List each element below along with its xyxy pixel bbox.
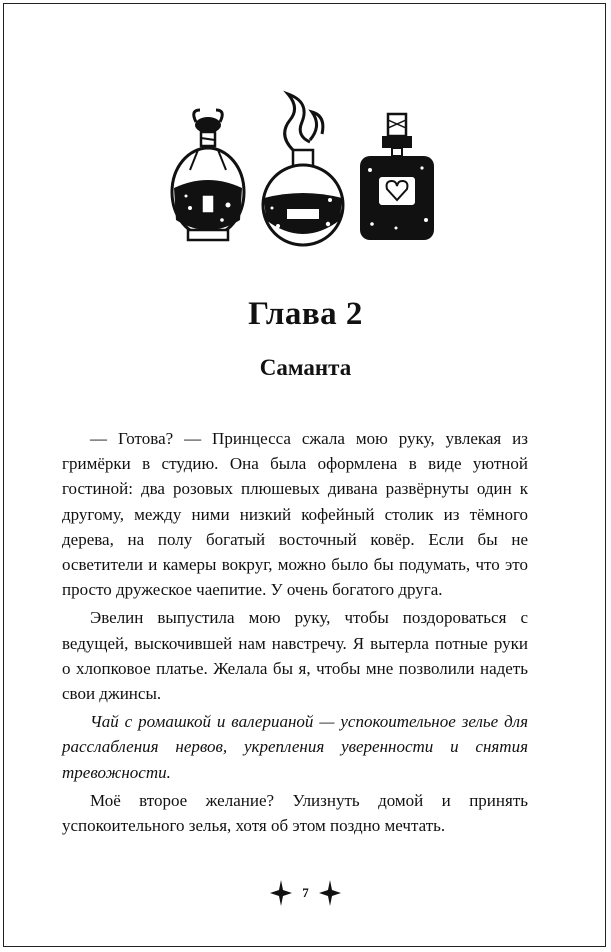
chapter-body [62,426,528,841]
chapter-title: Глава 2 [248,296,363,332]
paragraph: Эвелин выпустила мою руку, чтобы поздороваться с ведущей, выскочившей нам навстречу. Я вытерла потные руки о хлопковое платье. Желала бы я, чтобы мне позволили надеть свои джинсы. [62,608,528,704]
sparkle-star-icon [319,880,341,906]
potion-flask-smoke-icon [263,94,343,245]
potion-bottle-round-icon [172,110,244,240]
paragraph-italic: Чай с ромашкой и валерианой — успокоительное зелье для расслабления нервов, укрепления уверенности и снятия тревожности. [62,712,528,782]
page-number: 7 [302,885,309,900]
sparkle-star-icon [270,880,292,906]
chapter-subtitle: Саманта [259,355,352,380]
paragraph: — Готова? — Принцесса сжала мою руку, увлекая из гримёрки в студию. Она была оформлена в виде уютной гостиной: два розовых плюшевых дивана развёрнуты один к другому, между ними низкий кофейный столик из тёмного дерева, на полу богатый восточный ковёр. Если бы не осветители и камеры вокруг, можно было бы подумать, что это просто дружеское чаепитие. У очень богатого друга. [62,429,528,600]
potion-bottle-heart-icon [360,114,434,240]
page-footer [0,880,611,906]
paragraph: Моё второе желание? Улизнуть домой и принять успокоительного зелья, хотя об этом поздно мечтать. [62,790,528,836]
potion-illustration [160,80,450,250]
